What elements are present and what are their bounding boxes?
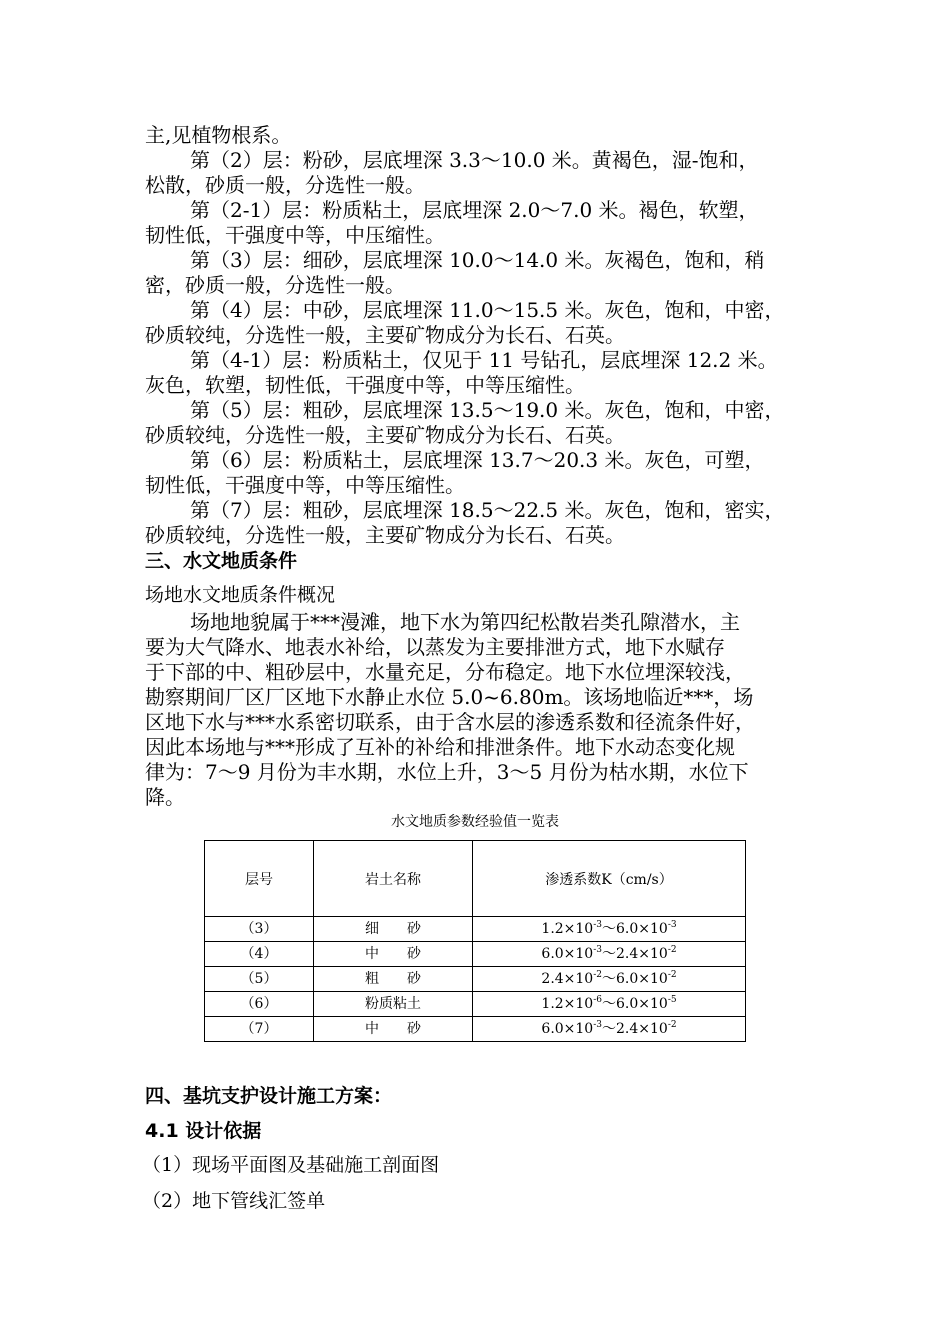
k-high-exponent: -2 xyxy=(667,1020,677,1030)
times-ten: ×10 xyxy=(563,1021,594,1037)
k-high-exponent: -2 xyxy=(667,945,677,955)
k-low-exponent: -3 xyxy=(593,945,602,955)
times-ten: ×10 xyxy=(638,996,668,1012)
text-line: 因此本场地与***形成了互补的补给和排泄条件。地下水动态变化规 xyxy=(145,735,735,759)
text-line: 第（4）层：中砂，层底埋深 11.0～15.5 米。灰色，饱和，中密， xyxy=(190,298,785,322)
table-row xyxy=(205,1017,746,1042)
cell-layer: （4） xyxy=(205,942,314,967)
subsection-title: 场地水文地质条件概况 xyxy=(145,584,336,606)
text-line: 松散，砂质一般，分选性一般。 xyxy=(145,173,425,197)
k-low-mantissa: 1.2 xyxy=(541,921,564,937)
cell-layer: （5） xyxy=(205,967,314,992)
times-ten: ×10 xyxy=(563,971,594,987)
cell-layer: （3） xyxy=(205,917,314,942)
text-line: 场地地貌属于***漫滩，地下水为第四纪松散岩类孔隙潜水，主 xyxy=(190,610,740,634)
text-line: 砂质较纯，分选性一般，主要矿物成分为长石、石英。 xyxy=(145,423,625,447)
cell-k xyxy=(473,942,746,967)
section-heading-4-1: 4.1 设计依据 xyxy=(145,1120,262,1142)
cell-soil: 中 砂 xyxy=(314,1017,473,1042)
cell-k xyxy=(473,1017,746,1042)
k-high-mantissa: 6.0 xyxy=(616,996,639,1012)
cell-soil: 粉质粘土 xyxy=(314,992,473,1017)
cell-layer: （7） xyxy=(205,1017,314,1042)
times-ten: ×10 xyxy=(563,921,594,937)
header-layer: 层号 xyxy=(205,841,314,917)
k-high-mantissa: 2.4 xyxy=(616,946,639,962)
k-low-exponent: -6 xyxy=(593,995,602,1005)
table-row xyxy=(205,917,746,942)
text-line: 密，砂质一般，分选性一般。 xyxy=(145,273,405,297)
cell-soil: 细 砂 xyxy=(314,917,473,942)
times-ten: ×10 xyxy=(563,996,594,1012)
text-line: 主,见植物根系。 xyxy=(145,123,292,147)
range-separator: ～ xyxy=(602,1021,616,1037)
text-line: 第（5）层：粗砂，层底埋深 13.5～19.0 米。灰色，饱和，中密， xyxy=(190,398,785,422)
times-ten: ×10 xyxy=(638,1021,668,1037)
section-heading-4: 四、基坑支护设计施工方案： xyxy=(145,1085,393,1107)
range-separator: ～ xyxy=(602,921,616,937)
text-line: 韧性低，干强度中等，中压缩性。 xyxy=(145,223,445,247)
text-line: 第（6）层：粉质粘土，层底埋深 13.7～20.3 米。灰色，可塑， xyxy=(190,448,765,472)
times-ten: ×10 xyxy=(638,946,668,962)
k-high-mantissa: 6.0 xyxy=(616,921,639,937)
text-line: 第（4-1）层：粉质粘土，仅见于 11 号钻孔，层底埋深 12.2 米。 xyxy=(190,348,778,372)
k-high-exponent: -3 xyxy=(667,920,677,930)
table-row xyxy=(205,967,746,992)
k-high-exponent: -2 xyxy=(667,970,677,980)
cell-k xyxy=(473,992,746,1017)
range-separator: ～ xyxy=(602,946,616,962)
cell-soil: 中 砂 xyxy=(314,942,473,967)
header-k: 渗透系数K（cm/s） xyxy=(473,841,746,917)
text-line: 砂质较纯，分选性一般，主要矿物成分为长石、石英。 xyxy=(145,323,625,347)
cell-layer: （6） xyxy=(205,992,314,1017)
k-low-exponent: -3 xyxy=(593,920,602,930)
k-low-mantissa: 6.0 xyxy=(541,946,564,962)
k-high-mantissa: 2.4 xyxy=(616,1021,639,1037)
k-low-mantissa: 1.2 xyxy=(541,996,564,1012)
text-line: 第（7）层：粗砂，层底埋深 18.5～22.5 米。灰色，饱和，密实， xyxy=(190,498,785,522)
text-line: 勘察期间厂区厂区地下水静止水位 5.0~6.80m。该场地临近***，场 xyxy=(145,685,754,709)
hydro-params-table xyxy=(204,840,746,1042)
cell-k xyxy=(473,917,746,942)
text-line: 砂质较纯，分选性一般，主要矿物成分为长石、石英。 xyxy=(145,523,625,547)
k-low-mantissa: 2.4 xyxy=(541,971,564,987)
text-line: 韧性低，干强度中等，中等压缩性。 xyxy=(145,473,465,497)
times-ten: ×10 xyxy=(638,921,668,937)
text-line: 第（3）层：细砂，层底埋深 10.0～14.0 米。灰褐色，饱和，稍 xyxy=(190,248,765,272)
times-ten: ×10 xyxy=(563,946,594,962)
k-high-exponent: -5 xyxy=(667,995,677,1005)
k-low-exponent: -3 xyxy=(593,1020,602,1030)
section-heading-3: 三、水文地质条件 xyxy=(145,550,298,572)
range-separator: ～ xyxy=(602,971,616,987)
times-ten: ×10 xyxy=(638,971,668,987)
table-caption: 水文地质参数经验值一览表 xyxy=(391,814,559,830)
text-line: 区地下水与***水系密切联系，由于含水层的渗透系数和径流条件好， xyxy=(145,710,755,734)
text-line: 灰色，软塑，韧性低，干强度中等，中等压缩性。 xyxy=(145,373,585,397)
text-line: 于下部的中、粗砂层中，水量充足，分布稳定。地下水位埋深较浅， xyxy=(145,660,745,684)
cell-soil: 粗 砂 xyxy=(314,967,473,992)
text-line: 第（2）层：粉砂，层底埋深 3.3～10.0 米。黄褐色，湿-饱和， xyxy=(190,148,759,172)
text-line: 要为大气降水、地表水补给，以蒸发为主要排泄方式，地下水赋存 xyxy=(145,635,725,659)
list-item: （1）现场平面图及基础施工剖面图 xyxy=(142,1154,440,1176)
k-low-exponent: -2 xyxy=(593,970,602,980)
cell-k xyxy=(473,967,746,992)
table-row xyxy=(205,992,746,1017)
k-low-mantissa: 6.0 xyxy=(541,1021,564,1037)
list-item: （2）地下管线汇签单 xyxy=(142,1190,326,1212)
text-line: 第（2-1）层：粉质粘土，层底埋深 2.0～7.0 米。褐色，软塑， xyxy=(190,198,759,222)
range-separator: ～ xyxy=(602,996,616,1012)
k-high-mantissa: 6.0 xyxy=(616,971,639,987)
header-soil: 岩土名称 xyxy=(314,841,473,917)
text-line: 降。 xyxy=(145,785,185,809)
table-header-row xyxy=(205,841,746,917)
text-line: 律为：7～9 月份为丰水期，水位上升，3～5 月份为枯水期，水位下 xyxy=(145,760,749,784)
table-row xyxy=(205,942,746,967)
